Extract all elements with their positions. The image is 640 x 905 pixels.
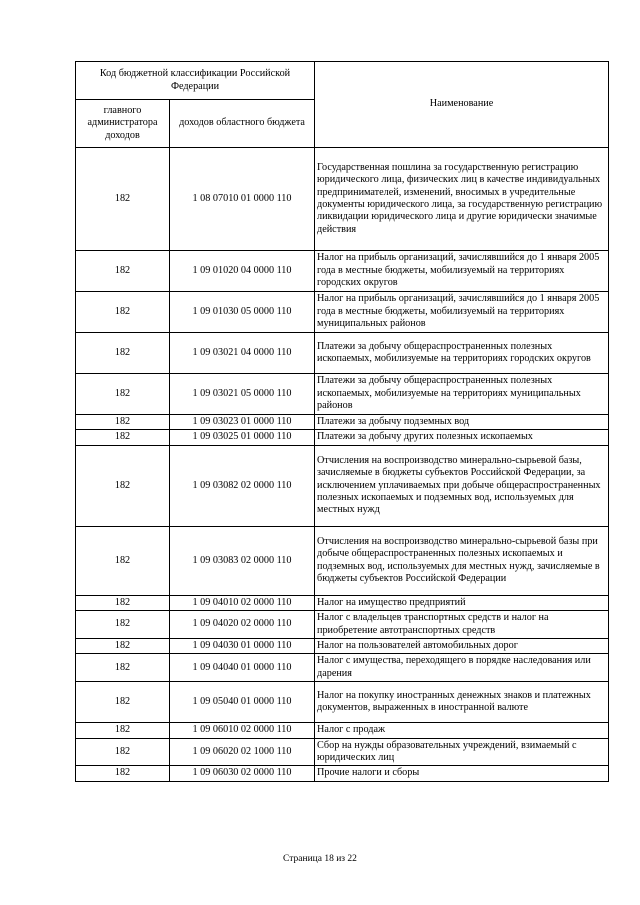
- budget-code-cell: 1 09 06010 02 0000 110: [170, 723, 315, 738]
- budget-code-cell: 1 09 05040 01 0000 110: [170, 682, 315, 723]
- table-row: [76, 723, 609, 738]
- name-cell: Прочие налоги и сборы: [315, 766, 609, 781]
- table-row: [76, 374, 609, 415]
- table-row: [76, 766, 609, 781]
- name-cell: Платежи за добычу других полезных ископаемых: [315, 430, 609, 445]
- table-header-row-1: [76, 62, 609, 100]
- budget-code-cell: 1 09 03021 04 0000 110: [170, 333, 315, 374]
- budget-code-cell: 1 09 03082 02 0000 110: [170, 445, 315, 526]
- name-cell: Платежи за добычу подземных вод: [315, 415, 609, 430]
- header-group-title: Код бюджетной классификации Российской Федерации: [76, 62, 315, 100]
- page-number: Страница 18 из 22: [283, 854, 357, 864]
- table-row: [76, 292, 609, 333]
- admin-code-cell: 182: [76, 415, 170, 430]
- name-cell: Налог на прибыль организаций, зачислявшийся до 1 января 2005 года в местные бюджеты, мобилизуемый на территориях муниципальных районов: [315, 292, 609, 333]
- name-cell: Государственная пошлина за государственную регистрацию юридического лица, физических лиц в качестве индивидуальных предпринимателей, изменений, вносимых в учредительные документы юридического лица, за государственную регистрацию ликвидации юридического лица и другие юридически значимые действия: [315, 148, 609, 251]
- budget-code-cell: 1 09 04010 02 0000 110: [170, 595, 315, 610]
- name-cell: Налог на пользователей автомобильных дорог: [315, 639, 609, 654]
- table-row: [76, 415, 609, 430]
- budget-code-cell: 1 09 01030 05 0000 110: [170, 292, 315, 333]
- name-cell: Налог с владельцев транспортных средств и налог на приобретение автотранспортных средств: [315, 611, 609, 639]
- table-row: [76, 738, 609, 766]
- name-cell: Сбор на нужды образовательных учреждений, взимаемый с юридических лиц: [315, 738, 609, 766]
- name-cell: Налог на покупку иностранных денежных знаков и платежных документов, выраженных в иностранной валюте: [315, 682, 609, 723]
- table-row: [76, 639, 609, 654]
- budget-code-cell: 1 09 01020 04 0000 110: [170, 251, 315, 292]
- admin-code-cell: 182: [76, 654, 170, 682]
- header-name: Наименование: [315, 62, 609, 148]
- admin-code-cell: 182: [76, 611, 170, 639]
- table-row: [76, 333, 609, 374]
- budget-code-cell: 1 09 04040 01 0000 110: [170, 654, 315, 682]
- name-cell: Налог на имущество предприятий: [315, 595, 609, 610]
- name-cell: Отчисления на воспроизводство минерально-сырьевой базы при добыче общераспространенных полезных ископаемых и подземных вод, используемых для местных нужд, зачисляемые в бюджеты субъектов Российской Федерации: [315, 526, 609, 595]
- budget-code-cell: 1 09 06020 02 1000 110: [170, 738, 315, 766]
- table-body: [76, 148, 609, 782]
- name-cell: Налог с имущества, переходящего в порядке наследования или дарения: [315, 654, 609, 682]
- name-cell: Налог с продаж: [315, 723, 609, 738]
- budget-code-cell: 1 09 04030 01 0000 110: [170, 639, 315, 654]
- budget-classification-table: [75, 61, 609, 782]
- table-row: [76, 148, 609, 251]
- header-code: доходов областного бюджета: [170, 100, 315, 148]
- table-row: [76, 526, 609, 595]
- admin-code-cell: 182: [76, 374, 170, 415]
- table-row: [76, 611, 609, 639]
- admin-code-cell: 182: [76, 526, 170, 595]
- name-cell: Налог на прибыль организаций, зачислявшийся до 1 января 2005 года в местные бюджеты, мобилизуемый на территориях городских округов: [315, 251, 609, 292]
- budget-code-cell: 1 09 03025 01 0000 110: [170, 430, 315, 445]
- name-cell: Отчисления на воспроизводство минерально-сырьевой базы, зачисляемые в бюджеты субъектов Российской Федерации, за исключением уплачиваемых при добыче общераспространенных полезных ископаемых и подземных вод, используемых для местных нужд: [315, 445, 609, 526]
- header-admin: главного администратора доходов: [76, 100, 170, 148]
- table-row: [76, 595, 609, 610]
- admin-code-cell: 182: [76, 445, 170, 526]
- table-row: [76, 682, 609, 723]
- admin-code-cell: 182: [76, 723, 170, 738]
- budget-code-cell: 1 09 03023 01 0000 110: [170, 415, 315, 430]
- budget-code-cell: 1 09 03083 02 0000 110: [170, 526, 315, 595]
- admin-code-cell: 182: [76, 148, 170, 251]
- budget-code-cell: 1 08 07010 01 0000 110: [170, 148, 315, 251]
- budget-code-cell: 1 09 06030 02 0000 110: [170, 766, 315, 781]
- admin-code-cell: 182: [76, 766, 170, 781]
- table-row: [76, 445, 609, 526]
- table-row: [76, 430, 609, 445]
- budget-code-cell: 1 09 03021 05 0000 110: [170, 374, 315, 415]
- admin-code-cell: 182: [76, 251, 170, 292]
- admin-code-cell: 182: [76, 430, 170, 445]
- admin-code-cell: 182: [76, 333, 170, 374]
- admin-code-cell: 182: [76, 595, 170, 610]
- admin-code-cell: 182: [76, 639, 170, 654]
- table-row: [76, 251, 609, 292]
- name-cell: Платежи за добычу общераспространенных полезных ископаемых, мобилизуемые на территориях городских округов: [315, 333, 609, 374]
- name-cell: Платежи за добычу общераспространенных полезных ископаемых, мобилизуемые на территориях муниципальных районов: [315, 374, 609, 415]
- admin-code-cell: 182: [76, 292, 170, 333]
- admin-code-cell: 182: [76, 682, 170, 723]
- budget-code-cell: 1 09 04020 02 0000 110: [170, 611, 315, 639]
- admin-code-cell: 182: [76, 738, 170, 766]
- table-row: [76, 654, 609, 682]
